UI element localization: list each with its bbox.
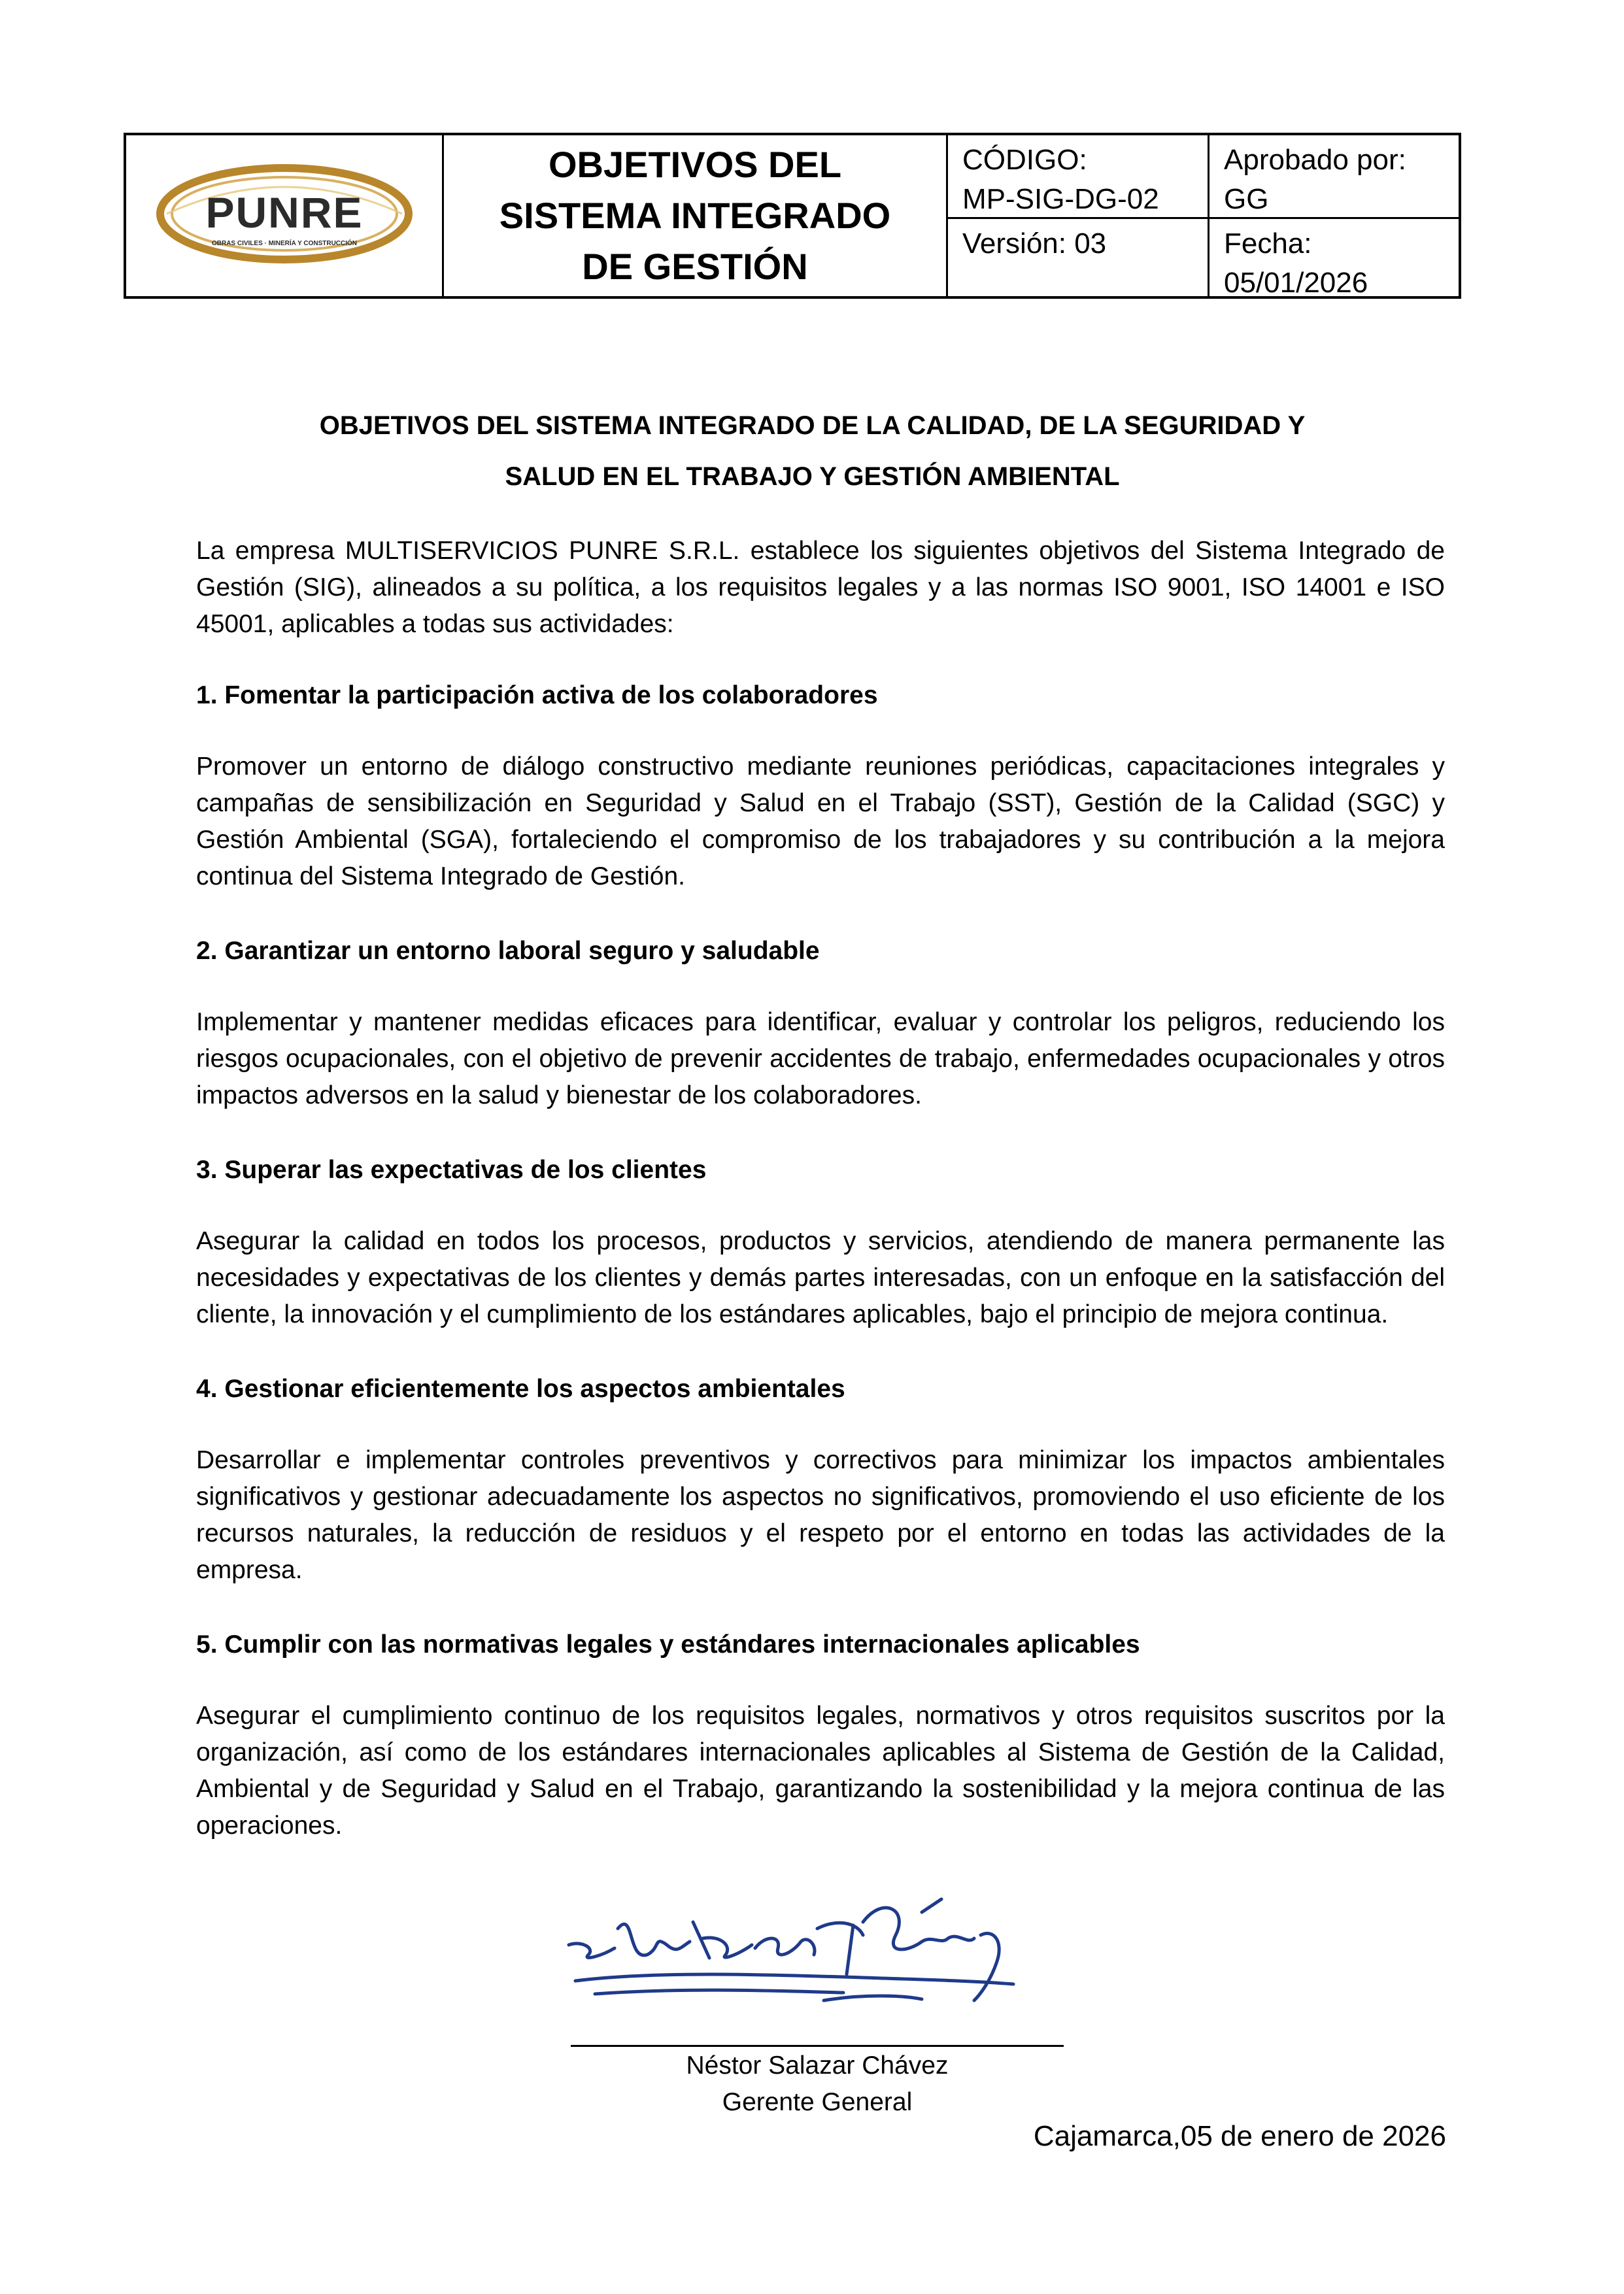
header-title-line: OBJETIVOS DEL	[548, 144, 842, 185]
objective-text: Implementar y mantener medidas eficaces para identificar, evaluar y controlar los peligros, reduciendo los riesgos ocupacionales, con el objetivo de prevenir accidentes de trabajo, enfermedades ocupacionales y otros impactos adversos en la salud y bienestar de los colaboradores.	[196, 1008, 1445, 1109]
svg-text:PUNRE: PUNRE	[205, 188, 364, 237]
header-title-line: DE GESTIÓN	[582, 246, 808, 287]
punre-logo-icon	[154, 160, 415, 271]
company-logo	[126, 135, 442, 296]
svg-text:OBRAS CIVILES · MINERÍA Y CONS: OBRAS CIVILES · MINERÍA Y CONSTRUCCIÓN	[211, 240, 357, 247]
version-cell	[948, 219, 1208, 296]
signature-line	[571, 2045, 1064, 2047]
objective-text: Promover un entorno de diálogo constructivo mediante reuniones periódicas, capacitaciones integrales y campañas de sensibilización en Seguridad y Salud en el Trabajo (SST), Gestión de la Calidad (SGC) y Gestión Ambiental (SGA), fortaleciendo el compromiso de los trabajadores y su contribución a la mejora continua del Sistema Integrado de Gestión.	[196, 752, 1445, 890]
date-label: Fecha:	[1224, 228, 1312, 260]
approved-label: Aprobado por:	[1224, 144, 1406, 176]
code-cell	[948, 135, 1208, 217]
document-title	[196, 400, 1429, 502]
intro-paragraph: La empresa MULTISERVICIOS PUNRE S.R.L. establece los siguientes objetivos del Sistema Integrado de Gestión (SIG), alineados a su política, a los requisitos legales y a las normas ISO 9001, ISO 14001 e ISO 45001, aplicables a todas sus actividades:	[196, 537, 1445, 638]
handwritten-signature	[556, 1883, 1040, 2033]
code-label: CÓDIGO:	[962, 144, 1087, 176]
objective-heading: 1. Fomentar la participación activa de los colaboradores	[196, 681, 878, 709]
place-and-date: Cajamarca,05 de enero de 2026	[1033, 2120, 1446, 2152]
objective-heading: 2. Garantizar un entorno laboral seguro y saludable	[196, 937, 820, 965]
document-body	[196, 533, 1445, 1844]
objective-text: Desarrollar e implementar controles preventivos y correctivos para minimizar los impactos ambientales significativos y gestionar adecuadamente los aspectos no significativos, promoviendo el uso eficiente de los recursos naturales, la reducción de residuos y el respeto por el entorno en todas las actividades de la empresa.	[196, 1446, 1445, 1584]
signer-name: Néstor Salazar Chávez	[686, 2051, 949, 2080]
header-title-line: SISTEMA INTEGRADO	[499, 195, 891, 236]
version-label: Versión: 03	[962, 228, 1107, 260]
header-title	[444, 135, 946, 296]
objective-text: Asegurar la calidad en todos los procesos, productos y servicios, atendiendo de manera permanente las necesidades y expectativas de los clientes y demás partes interesadas, con un enfoque en la satisfacción del cliente, la innovación y el cumplimiento de los estándares aplicables, bajo el principio de mejora continua.	[196, 1227, 1445, 1328]
signer-block	[571, 2048, 1064, 2121]
approved-cell	[1210, 135, 1461, 217]
code-value: MP-SIG-DG-02	[962, 183, 1159, 215]
document-title-line: OBJETIVOS DEL SISTEMA INTEGRADO DE LA CALIDAD, DE LA SEGURIDAD Y	[319, 411, 1306, 440]
date-value: 05/01/2026	[1224, 267, 1368, 299]
document-title-line: SALUD EN EL TRABAJO Y GESTIÓN AMBIENTAL	[505, 462, 1120, 491]
document-header-table	[124, 133, 1461, 299]
objective-heading: 3. Superar las expectativas de los clientes	[196, 1156, 707, 1184]
signer-role: Gerente General	[722, 2088, 913, 2116]
date-cell	[1210, 219, 1461, 299]
objective-text: Asegurar el cumplimiento continuo de los requisitos legales, normativos y otros requisitos suscritos por la organización, así como de los estándares internacionales aplicables al Sistema de Gestión de la Calidad, Ambiental y de Seguridad y Salud en el Trabajo, garantizando la sostenibilidad y la mejora continua de las operaciones.	[196, 1702, 1445, 1840]
approved-value: GG	[1224, 183, 1269, 215]
objective-heading: 5. Cumplir con las normativas legales y estándares internacionales aplicables	[196, 1630, 1140, 1659]
objective-heading: 4. Gestionar eficientemente los aspectos ambientales	[196, 1375, 845, 1403]
